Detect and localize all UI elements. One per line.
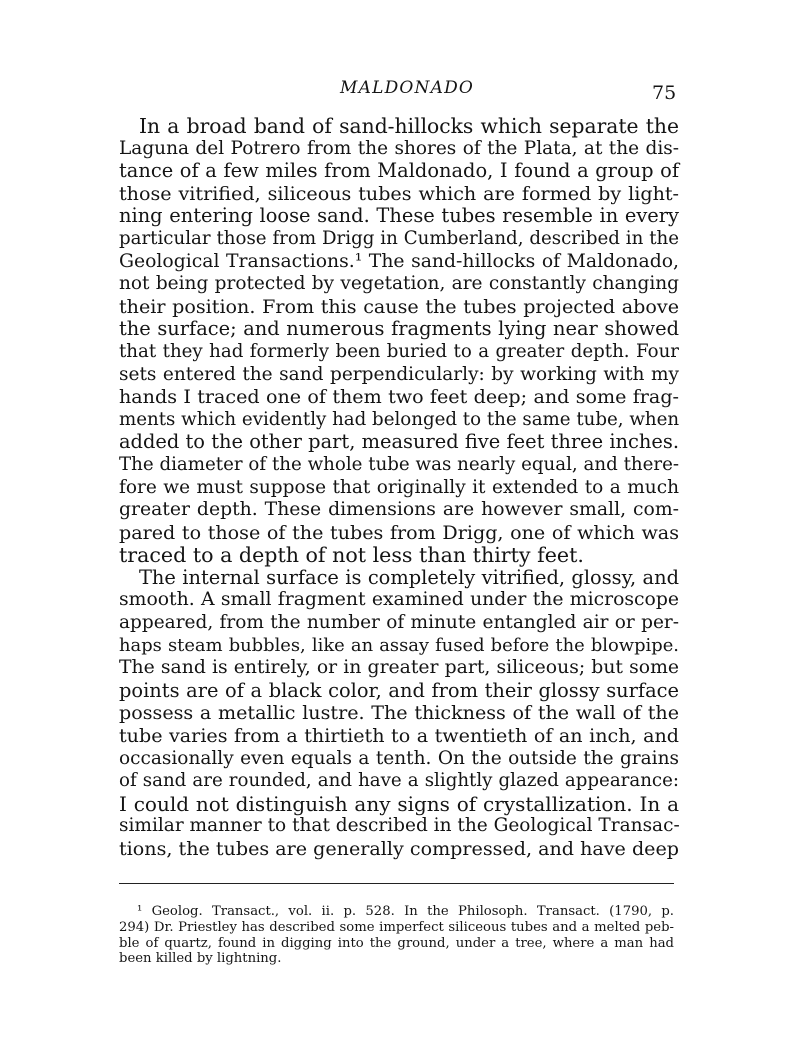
text-line: In a broad band of sand-hillocks which separate the	[139, 114, 679, 138]
text-line: tube varies from a thirtieth to a twentieth of an inch, and	[119, 724, 679, 748]
footnote	[119, 904, 674, 967]
text-line: The diameter of the whole tube was nearly equal, and there-	[119, 453, 679, 475]
text-line: ments which evidently had belonged to the same tube, when	[119, 408, 680, 430]
text-line: that they had formerly been buried to a greater depth. Four	[119, 340, 679, 362]
text-line: appeared, from the number of minute entangled air or per-	[119, 612, 679, 634]
footnote-line: 294) Dr. Priestley has described some imperfect siliceous tubes and a melted peb-	[119, 919, 674, 935]
text-line: their position. From this cause the tubes projected above	[119, 294, 679, 318]
text-line: fore we must suppose that originally it extended to a much	[119, 476, 679, 498]
text-line: The internal surface is completely vitrified, glossy, and	[139, 565, 679, 589]
running-title: MALDONADO	[340, 78, 475, 98]
text-line: not being protected by vegetation, are constantly changing	[119, 273, 679, 295]
text-line: ning entering loose sand. These tubes resemble in every	[119, 204, 679, 228]
text-line: hands I traced one of them two feet deep; and some frag-	[119, 385, 679, 409]
text-line: similar manner to that described in the Geological Transac-	[119, 815, 680, 837]
text-line: occasionally even equals a tenth. On the outside the grains	[119, 747, 679, 769]
text-line: pared to those of the tubes from Drigg, one of which was	[119, 520, 679, 544]
footnote-divider	[119, 883, 674, 884]
body-text	[119, 115, 679, 861]
footnote-line: ble of quartz, found in digging into the ground, under a tree, where a man had	[119, 935, 674, 951]
text-line: possess a metallic lustre. The thickness of the wall of the	[119, 701, 679, 725]
text-line: those vitrified, siliceous tubes which are formed by light-	[119, 181, 679, 205]
footnote-line: been killed by lightning.	[119, 951, 282, 967]
text-line: particular those from Drigg in Cumberland, described in the	[119, 227, 679, 249]
text-line: points are of a black color, and from their glossy surface	[119, 678, 679, 702]
text-line: Laguna del Potrero from the shores of the Plata, at the dis-	[119, 137, 679, 159]
text-line: I could not distinguish any signs of crystallization. In a	[119, 791, 679, 816]
running-head	[0, 78, 800, 104]
text-line: haps steam bubbles, like an assay fused before the blowpipe.	[119, 634, 679, 656]
text-line: The sand is entirely, or in greater part, siliceous; but some	[119, 657, 679, 679]
footnote-line: ¹ Geolog. Transact., vol. ii. p. 528. In the Philosoph. Transact. (1790, p.	[137, 904, 674, 919]
text-line: smooth. A small fragment examined under the microscope	[119, 589, 679, 611]
text-line: tance of a few miles from Maldonado, I found a group of	[119, 159, 679, 183]
text-line: Geological Transactions.¹ The sand-hillocks of Maldonado,	[119, 250, 679, 272]
page-number: 75	[652, 82, 677, 104]
text-line: of sand are rounded, and have a slightly glazed appearance:	[119, 770, 679, 792]
text-line: tions, the tubes are generally compressed, and have deep	[119, 837, 679, 860]
text-line: the surface; and numerous fragments lying near showed	[119, 317, 679, 341]
text-line: greater depth. These dimensions are however small, com-	[119, 499, 679, 521]
text-line: sets entered the sand perpendicularly: by working with my	[119, 363, 679, 385]
text-line: traced to a depth of not less than thirty feet.	[119, 543, 584, 568]
text-line: added to the other part, measured five feet three inches.	[119, 430, 679, 454]
